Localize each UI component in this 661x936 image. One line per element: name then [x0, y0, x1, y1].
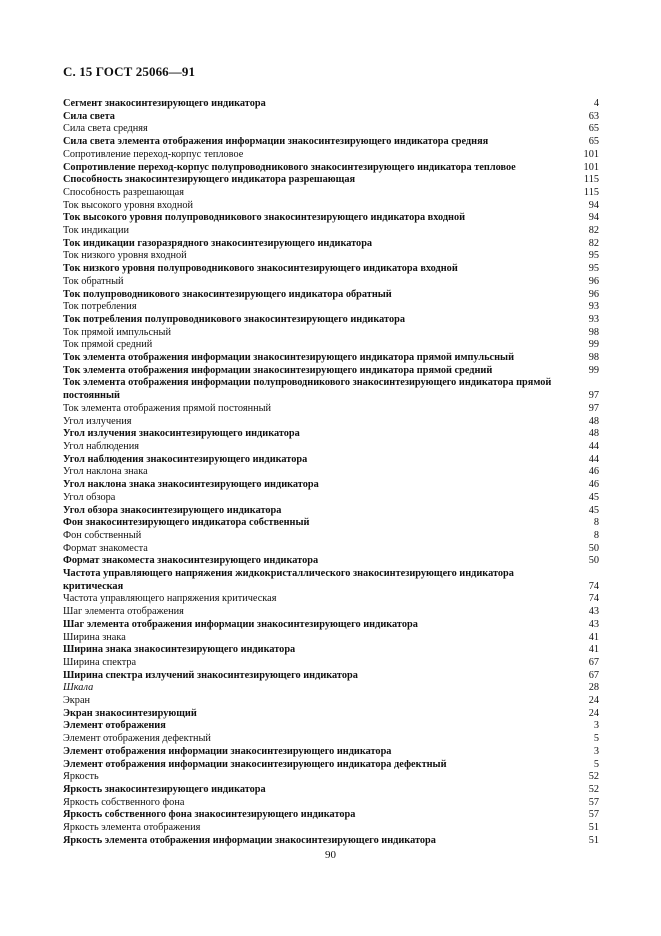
index-entry — [63, 809, 599, 822]
index-entry — [63, 530, 599, 543]
index-entry — [63, 797, 599, 810]
entry-page-ref: 50 — [588, 555, 599, 567]
entry-term: Фон знакосинтезирующего индикатора собственный — [63, 517, 310, 529]
entry-term: Способность знакосинтезирующего индикатора разрешающая — [63, 174, 356, 186]
entry-page-ref: 82 — [588, 225, 599, 237]
index-entry — [63, 136, 599, 149]
entry-term: Ток высокого уровня полупроводникового знакосинтезирующего индикатора входной — [63, 212, 466, 224]
index-entry — [63, 682, 599, 695]
index-entry — [63, 606, 599, 619]
index-entry — [63, 517, 599, 530]
entry-term: Экран знакосинтезирующий — [63, 707, 197, 719]
entry-page-ref: 8 — [593, 517, 599, 529]
entry-page-ref: 8 — [593, 529, 599, 541]
entry-term: Ширина спектра — [63, 656, 137, 668]
entry-page-ref: 65 — [588, 136, 599, 148]
entry-page-ref: 82 — [588, 237, 599, 249]
index-entry — [63, 657, 599, 670]
index-entry — [63, 111, 599, 124]
entry-term: Частота управляющего напряжения критическая — [63, 593, 277, 605]
entry-page-ref: 5 — [593, 758, 599, 770]
entry-page-ref: 24 — [588, 695, 599, 707]
entry-page-ref: 3 — [593, 720, 599, 732]
entry-term: Яркость знакосинтезирующего индикатора — [63, 783, 266, 795]
entry-term: Ток полупроводникового знакосинтезирующего индикатора обратный — [63, 288, 392, 300]
entry-term: Формат знакоместа — [63, 542, 148, 554]
entry-term: Угол обзора — [63, 491, 116, 503]
entry-page-ref: 95 — [588, 250, 599, 262]
index-entry — [63, 454, 599, 467]
entry-page-ref: 63 — [588, 110, 599, 122]
entry-page-ref: 115 — [583, 186, 599, 198]
entry-page-ref: 50 — [588, 542, 599, 554]
page-number: 90 — [325, 849, 336, 861]
entry-term: Ширина спектра излучений знакосинтезирующего индикатора — [63, 669, 358, 681]
entry-term: Угол излучения — [63, 415, 132, 427]
index-entry — [63, 492, 599, 505]
entry-term: Элемент отображения — [63, 720, 166, 732]
entry-term: Частота управляющего напряжения жидкокристаллического знакосинтезирующего индикатора критическая — [63, 568, 514, 592]
index-entry — [63, 835, 599, 848]
entry-page-ref: 43 — [588, 618, 599, 630]
entry-term: Угол обзора знакосинтезирующего индикатора — [63, 504, 282, 516]
entry-page-ref: 115 — [583, 174, 599, 186]
entry-page-ref: 57 — [588, 809, 599, 821]
index-entry — [63, 416, 599, 429]
entry-page-ref: 96 — [588, 288, 599, 300]
index-entry — [63, 670, 599, 683]
entry-term: Сопротивление переход-корпус тепловое — [63, 148, 244, 160]
entry-term: Элемент отображения информации знакосинтезирующего индикатора дефектный — [63, 758, 447, 770]
index-entry — [63, 377, 599, 402]
entry-term: Ток индикации газоразрядного знакосинтезирующего индикатора — [63, 237, 373, 249]
entry-page-ref: 46 — [588, 466, 599, 478]
entry-page-ref: 98 — [588, 352, 599, 364]
entry-page-ref: 28 — [588, 682, 599, 694]
entry-term: Ток низкого уровня полупроводникового знакосинтезирующего индикатора входной — [63, 263, 458, 275]
entry-page-ref: 41 — [588, 631, 599, 643]
entry-term: Угол наблюдения — [63, 440, 140, 452]
entry-page-ref: 51 — [588, 822, 599, 834]
entry-page-ref: 46 — [588, 479, 599, 491]
entry-page-ref: 96 — [588, 275, 599, 287]
entry-term: Ширина знака знакосинтезирующего индикатора — [63, 644, 296, 656]
index-entry — [63, 568, 599, 593]
entry-term: Шаг элемента отображения — [63, 606, 184, 618]
entry-term: Ток элемента отображения информации полупроводникового знакосинтезирующего индикатора прямой постоянный — [63, 377, 552, 402]
index-entry — [63, 225, 599, 238]
entry-term: Ток прямой импульсный — [63, 326, 171, 338]
index-entry — [63, 505, 599, 518]
entry-term: Ток индикации — [63, 225, 129, 237]
entry-page-ref: 99 — [588, 339, 599, 351]
index-entry — [63, 746, 599, 759]
entry-term: Формат знакоместа знакосинтезирующего индикатора — [63, 555, 319, 567]
index-entry — [63, 619, 599, 632]
index-entry — [63, 822, 599, 835]
entry-term: Угол наклона знака знакосинтезирующего индикатора — [63, 479, 319, 491]
entry-term: Ширина знака — [63, 631, 126, 643]
entry-page-ref: 95 — [588, 263, 599, 275]
entry-term: Ток потребления полупроводникового знакосинтезирующего индикатора — [63, 313, 405, 325]
index-entry — [63, 403, 599, 416]
index-entry — [63, 200, 599, 213]
entry-term: Сегмент знакосинтезирующего индикатора — [63, 98, 266, 109]
entry-term: Яркость — [63, 771, 99, 783]
index-entry — [63, 174, 599, 187]
index-entry — [63, 301, 599, 314]
index-entry — [63, 187, 599, 200]
entry-page-ref: 97 — [588, 390, 599, 402]
entry-page-ref: 51 — [588, 834, 599, 846]
entry-term: Экран — [63, 695, 91, 707]
entry-term: Сила света элемента отображения информации знакосинтезирующего индикатора средняя — [63, 136, 489, 148]
index-entry — [63, 479, 599, 492]
entry-page-ref: 67 — [588, 669, 599, 681]
entry-page-ref: 48 — [588, 415, 599, 427]
index-entry — [63, 276, 599, 289]
entry-term: Элемент отображения информации знакосинтезирующего индикатора — [63, 745, 392, 757]
entry-page-ref: 44 — [588, 453, 599, 465]
index-entry — [63, 466, 599, 479]
entry-page-ref: 93 — [588, 313, 599, 325]
index-entry — [63, 543, 599, 556]
index-entry — [63, 212, 599, 225]
entry-page-ref: 65 — [588, 123, 599, 135]
index-list — [63, 98, 599, 847]
index-entry — [63, 632, 599, 645]
entry-page-ref: 24 — [588, 707, 599, 719]
entry-page-ref: 74 — [588, 580, 599, 592]
entry-term: Элемент отображения дефектный — [63, 733, 211, 745]
index-entry — [63, 352, 599, 365]
index-entry — [63, 123, 599, 136]
index-entry — [63, 149, 599, 162]
entry-page-ref: 3 — [593, 745, 599, 757]
entry-term: Сила света — [63, 110, 115, 122]
index-entry — [63, 314, 599, 327]
entry-term: Ток элемента отображения информации знакосинтезирующего индикатора прямой средний — [63, 364, 493, 376]
entry-page-ref: 4 — [593, 98, 599, 109]
entry-term: Ток высокого уровня входной — [63, 199, 194, 211]
entry-term: Ток потребления — [63, 301, 137, 313]
entry-page-ref: 45 — [588, 504, 599, 516]
entry-term: Яркость собственного фона знакосинтезирующего индикатора — [63, 809, 356, 821]
index-entry — [63, 162, 599, 175]
entry-term: Шаг элемента отображения информации знакосинтезирующего индикатора — [63, 618, 418, 630]
entry-term: Шкала — [63, 682, 94, 694]
index-entry — [63, 428, 599, 441]
entry-page-ref: 52 — [588, 783, 599, 795]
entry-term: Ток элемента отображения информации знакосинтезирующего индикатора прямой импульсный — [63, 352, 515, 364]
index-entry — [63, 250, 599, 263]
index-entry — [63, 98, 599, 111]
index-entry — [63, 327, 599, 340]
entry-term: Сила света средняя — [63, 123, 148, 135]
entry-page-ref: 52 — [588, 771, 599, 783]
index-entry — [63, 555, 599, 568]
entry-term: Угол наблюдения знакосинтезирующего индикатора — [63, 453, 308, 465]
entry-page-ref: 74 — [588, 593, 599, 605]
entry-page-ref: 93 — [588, 301, 599, 313]
page-header: С. 15 ГОСТ 25066—91 — [63, 64, 196, 79]
index-entry — [63, 644, 599, 657]
index-entry — [63, 263, 599, 276]
index-entry — [63, 339, 599, 352]
entry-page-ref: 97 — [588, 402, 599, 414]
entry-page-ref: 45 — [588, 491, 599, 503]
entry-page-ref: 94 — [588, 199, 599, 211]
entry-term: Яркость собственного фона — [63, 796, 185, 808]
entry-page-ref: 43 — [588, 606, 599, 618]
index-entry — [63, 759, 599, 772]
index-entry — [63, 441, 599, 454]
entry-page-ref: 48 — [588, 428, 599, 440]
entry-term: Ток элемента отображения прямой постоянный — [63, 402, 272, 414]
entry-page-ref: 57 — [588, 796, 599, 808]
index-entry — [63, 365, 599, 378]
entry-term: Ток прямой средний — [63, 339, 153, 351]
entry-term: Угол наклона знака — [63, 466, 148, 478]
entry-page-ref: 98 — [588, 326, 599, 338]
entry-term: Ток обратный — [63, 275, 124, 287]
index-entry — [63, 784, 599, 797]
index-entry — [63, 771, 599, 784]
entry-term: Фон собственный — [63, 529, 142, 541]
entry-term: Угол излучения знакосинтезирующего индикатора — [63, 428, 300, 440]
entry-page-ref: 99 — [588, 364, 599, 376]
entry-term: Яркость элемента отображения — [63, 822, 201, 834]
index-entry — [63, 593, 599, 606]
index-entry — [63, 289, 599, 302]
entry-page-ref: 44 — [588, 440, 599, 452]
entry-page-ref: 67 — [588, 656, 599, 668]
index-entry — [63, 695, 599, 708]
entry-page-ref: 41 — [588, 644, 599, 656]
index-entry — [63, 720, 599, 733]
entry-term: Яркость элемента отображения информации знакосинтезирующего индикатора — [63, 834, 436, 846]
entry-page-ref: 101 — [583, 148, 599, 160]
entry-page-ref: 101 — [583, 161, 599, 173]
index-entry — [63, 733, 599, 746]
entry-term: Сопротивление переход-корпус полупроводникового знакосинтезирующего индикатора тепловое — [63, 161, 516, 173]
index-entry — [63, 238, 599, 251]
entry-page-ref: 5 — [593, 733, 599, 745]
entry-term: Ток низкого уровня входной — [63, 250, 187, 262]
entry-term: Способность разрешающая — [63, 186, 184, 198]
index-entry — [63, 708, 599, 721]
entry-page-ref: 94 — [588, 212, 599, 224]
